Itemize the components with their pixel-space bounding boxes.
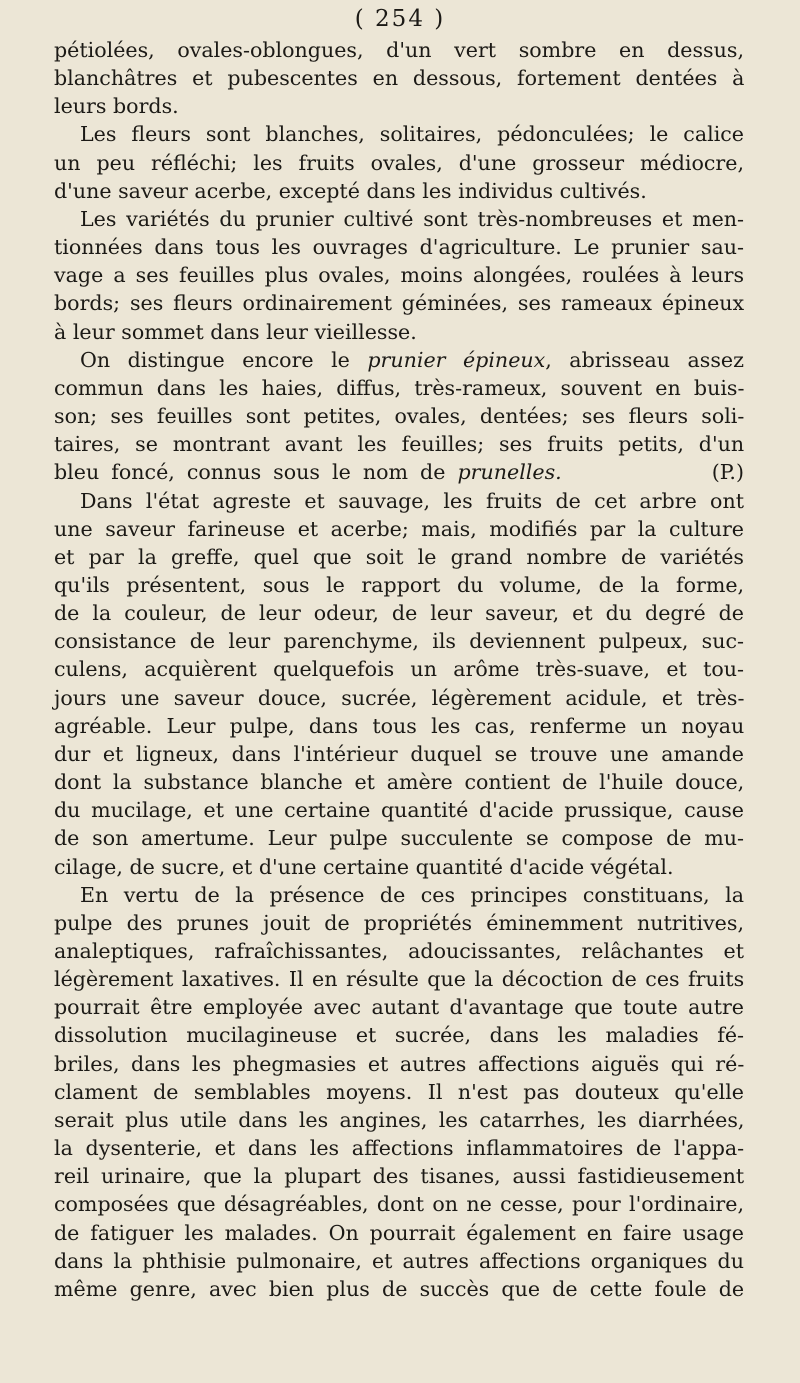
- body-text: [54, 36, 744, 1303]
- paragraph-4: [54, 346, 744, 487]
- text-line: un peu réfléchi; les fruits ovales, d'une grosseur médiocre,: [54, 150, 744, 175]
- text-line: analeptiques, rafraîchissantes, adoucissantes, relâchantes et: [54, 939, 744, 963]
- text-line: Les fleurs sont blanches, solitaires, pédonculées; le calice: [80, 122, 744, 147]
- species-name: prunier épineux: [367, 347, 546, 372]
- text-line: culens, acquièrent quelquefois un arôme très-suave, et tou-: [54, 657, 744, 682]
- text-line: pulpe des prunes jouit de propriétés éminemment nutritives,: [54, 910, 744, 935]
- text-line: Dans l'état agreste et sauvage, les fruits de cet arbre ont: [80, 488, 744, 513]
- text-line: serait plus utile dans les angines, les catarrhes, les diarrhées,: [54, 1107, 745, 1132]
- text-line: consistance de leur parenchyme, ils deviennent pulpeux, suc-: [54, 629, 744, 654]
- common-name: prunelles.: [457, 460, 562, 485]
- text-line: dans la phthisie pulmonaire, et autres affections organiques du: [54, 1248, 744, 1273]
- paragraph-3: [54, 205, 744, 346]
- paragraph-5: [54, 487, 744, 881]
- text-line: bords; ses fleurs ordinairement géminées, ses rameaux épineux: [54, 291, 745, 316]
- text-line: même genre, avec bien plus de succès que de cette foule de: [54, 1276, 745, 1301]
- text-line: pétiolées, ovales-oblongues, d'un vert sombre en dessus,: [54, 38, 744, 62]
- text-run: On distingue encore le: [80, 347, 368, 372]
- author-initial: (P.): [711, 460, 744, 485]
- paragraph-2: [54, 120, 744, 204]
- text-line: commun dans les haies, diffus, très-rameux, souvent en buis-: [54, 375, 745, 400]
- text-line: dur et ligneux, dans l'intérieur duquel se trouve une amande: [54, 741, 744, 766]
- text-line: reil urinaire, que la plupart des tisanes, aussi fastidieusement: [54, 1164, 745, 1189]
- text-line: tionnées dans tous les ouvrages d'agriculture. Le prunier sau-: [54, 235, 744, 260]
- text-line: de son amertume. Leur pulpe succulente se compose de mu-: [54, 826, 744, 851]
- paragraph-1: [54, 36, 744, 120]
- text-line: la dysenterie, et dans les affections inflammatoires de l'appa-: [54, 1136, 745, 1161]
- text-line: et par la greffe, quel que soit le grand nombre de variétés: [54, 544, 744, 569]
- text-line: blanchâtres et pubescentes en dessous, fortement dentées à: [54, 66, 745, 91]
- text-line: une saveur farineuse et acerbe; mais, modifiés par la culture: [54, 516, 744, 541]
- text-line: de fatiguer les malades. On pourrait également en faire usage: [54, 1220, 744, 1245]
- text-line: Les variétés du prunier cultivé sont très-nombreuses et men-: [80, 206, 744, 231]
- text-line: légèrement laxatives. Il en résulte que la décoction de ces fruits: [54, 967, 745, 992]
- text-line: vage a ses feuilles plus ovales, moins alongées, roulées à leurs: [54, 263, 745, 288]
- text-line: agréable. Leur pulpe, dans tous les cas, renferme un noyau: [54, 713, 745, 738]
- text-line: pourrait être employée avec autant d'avantage que toute autre: [54, 995, 744, 1020]
- text-line: clament de semblables moyens. Il n'est pas douteux qu'elle: [54, 1079, 744, 1104]
- text-line: composées que désagréables, dont on ne cesse, pour l'ordinaire,: [54, 1192, 744, 1217]
- text-line: jours une saveur douce, sucrée, légèrement acidule, et très-: [54, 685, 745, 710]
- text-line: [54, 346, 744, 374]
- text-line: cilage, de sucre, et d'une certaine quantité d'acide végétal.: [54, 854, 674, 879]
- text-line: de la couleur, de leur odeur, de leur saveur, et du degré de: [54, 601, 744, 626]
- text-line: d'une saveur acerbe, excepté dans les individus cultivés.: [54, 178, 647, 203]
- text-line: En vertu de la présence de ces principes constituans, la: [80, 882, 744, 907]
- text-line: leurs bords.: [54, 94, 179, 119]
- text-line: [54, 458, 744, 486]
- text-line: dont la substance blanche et amère contient de l'huile douce,: [54, 770, 745, 795]
- text-line: taires, se montrant avant les feuilles; ses fruits petits, d'un: [54, 432, 745, 457]
- text-run: bleu foncé, connus sous le nom de: [54, 460, 458, 485]
- page-number: ( 254 ): [354, 6, 446, 32]
- text-line: à leur sommet dans leur vieillesse.: [54, 319, 417, 344]
- text-line: son; ses feuilles sont petites, ovales, dentées; ses fleurs soli-: [54, 404, 745, 429]
- text-run: , abrisseau assez: [545, 347, 744, 372]
- text-line: qu'ils présentent, sous le rapport du volume, de la forme,: [54, 572, 745, 597]
- paragraph-6: [54, 881, 744, 1303]
- text-line: briles, dans les phegmasies et autres affections aiguës qui ré-: [54, 1051, 745, 1076]
- text-line: du mucilage, et une certaine quantité d'acide prussique, cause: [54, 798, 744, 823]
- text-line: dissolution mucilagineuse et sucrée, dans les maladies fé-: [54, 1023, 744, 1048]
